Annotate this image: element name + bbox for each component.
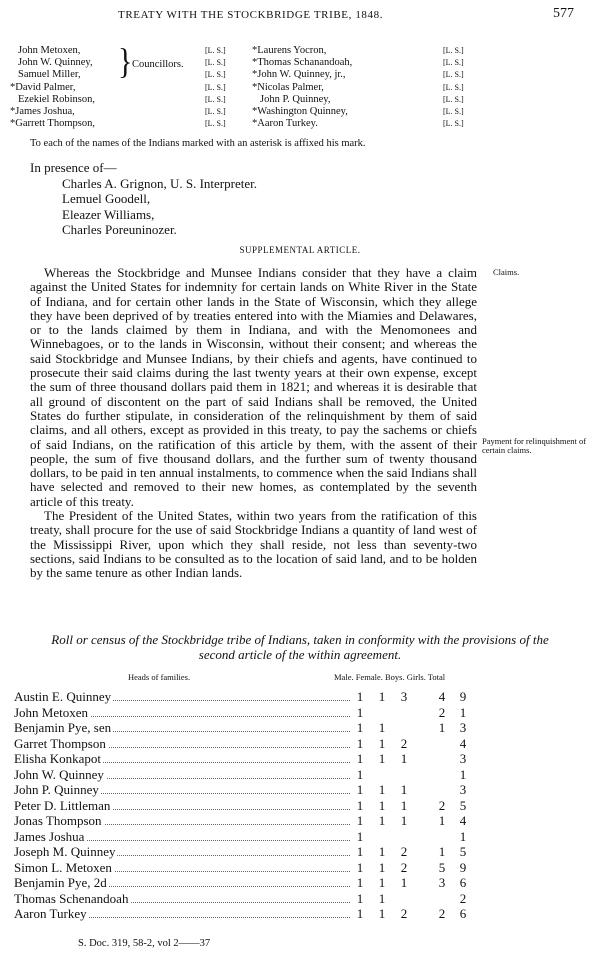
total-cell: 3 xyxy=(459,782,467,797)
witness-list xyxy=(30,176,257,238)
family-head-cell xyxy=(14,875,109,891)
male-cell: 1 xyxy=(356,704,364,720)
table-row xyxy=(14,751,494,767)
boys-cell: 2 xyxy=(400,859,408,875)
male-cell: 1 xyxy=(356,859,364,875)
signatory-name: *James Joshua, xyxy=(10,105,75,117)
family-head-name: Simon L. Metoxen xyxy=(14,859,112,875)
family-head-cell xyxy=(14,860,114,876)
male-cell: 1 xyxy=(356,766,364,782)
female-cell: 1 xyxy=(378,751,386,766)
boys-cell: 1 xyxy=(400,797,408,813)
female-cell: 1 xyxy=(378,782,386,797)
girls-cell: 1 xyxy=(438,813,446,828)
margin-note-payment: Payment for relinquishment of certain claims. xyxy=(482,436,587,455)
seal-mark: [L. S.] xyxy=(205,46,226,55)
seal-mark: [L. S.] xyxy=(205,106,226,116)
seal-mark: [L. S.] xyxy=(205,70,226,80)
female-cell: 1 xyxy=(378,813,386,828)
presence-intro: In presence of— xyxy=(30,160,117,175)
total-cell: 6 xyxy=(459,875,467,890)
family-head-name: Peter D. Littleman xyxy=(14,797,111,813)
councillors-brace: } xyxy=(118,41,133,82)
female-cell: 1 xyxy=(378,875,386,890)
page-number: 577 xyxy=(553,6,574,21)
family-head-name: John Metoxen xyxy=(14,704,89,720)
family-head-name: Benjamin Pye, sen xyxy=(14,720,112,735)
girls-cell: 2 xyxy=(438,797,446,813)
table-row xyxy=(14,829,494,845)
female-cell: 1 xyxy=(378,735,386,751)
witness-name: Lemuel Goodell, xyxy=(62,191,151,206)
male-cell: 1 xyxy=(356,813,364,828)
family-head-cell xyxy=(14,798,112,814)
seal-mark: [L. S.] xyxy=(443,70,464,80)
census-table xyxy=(14,689,494,922)
family-head-cell xyxy=(14,751,103,767)
female-cell: 1 xyxy=(378,720,386,735)
boys-cell: 3 xyxy=(400,689,408,704)
girls-cell: 2 xyxy=(438,906,446,921)
signatory-name: John P. Quinney, xyxy=(260,93,331,105)
total-cell: 9 xyxy=(459,859,467,875)
total-cell: 3 xyxy=(459,751,467,766)
witness-block xyxy=(30,160,257,238)
total-cell: 5 xyxy=(459,844,467,859)
male-cell: 1 xyxy=(356,720,364,735)
female-cell: 1 xyxy=(378,797,386,813)
total-cell: 4 xyxy=(459,813,467,828)
family-head-cell xyxy=(14,782,101,798)
table-row xyxy=(14,813,494,829)
table-row xyxy=(14,720,494,736)
girls-cell: 1 xyxy=(438,720,446,735)
table-row xyxy=(14,767,494,783)
seal-mark: [L. S.] xyxy=(205,58,226,68)
female-cell: 1 xyxy=(378,859,386,875)
signatory-name: *Garrett Thompson, xyxy=(10,118,95,130)
seal-mark: [L. S.] xyxy=(205,82,226,92)
girls-cell: 4 xyxy=(438,689,446,704)
girls-cell: 3 xyxy=(438,875,446,890)
family-head-name: John P. Quinney xyxy=(14,782,99,797)
signatory-name: John Metoxen, xyxy=(18,45,81,56)
signatory-name: *Washington Quinney, xyxy=(252,105,348,117)
signatory-name: Ezekiel Robinson, xyxy=(18,93,95,105)
signatory-name: *Aaron Turkey. xyxy=(252,118,318,130)
seal-mark: [L. S.] xyxy=(205,94,226,104)
family-head-cell xyxy=(14,736,108,752)
roll-title xyxy=(0,632,600,662)
signatory-name: *John W. Quinney, jr., xyxy=(252,69,346,81)
male-cell: 1 xyxy=(356,689,364,704)
table-row xyxy=(14,906,494,922)
total-cell: 2 xyxy=(459,890,467,906)
seal-mark: [L. S.] xyxy=(443,119,464,129)
family-head-cell xyxy=(14,829,86,845)
supplemental-heading: SUPPLEMENTAL ARTICLE. xyxy=(239,245,361,255)
signatory-name: *Nicolas Palmer, xyxy=(252,81,324,93)
witness-name: Eleazer Williams, xyxy=(62,206,155,222)
total-cell: 3 xyxy=(459,720,467,735)
girls-cell: 1 xyxy=(438,844,446,859)
male-cell: 1 xyxy=(356,735,364,751)
margin-note-claims: Claims. xyxy=(493,267,520,277)
family-head-name: Elisha Konkapot xyxy=(14,751,102,766)
seal-column-right xyxy=(443,45,473,130)
family-head-cell xyxy=(14,906,89,922)
family-head-cell xyxy=(14,891,130,907)
signatory-name: John W. Quinney, xyxy=(18,57,93,69)
signatory-name: Samuel Miller, xyxy=(18,69,81,81)
seal-mark: [L. S.] xyxy=(443,94,464,104)
total-cell: 5 xyxy=(459,797,467,813)
girls-cell: 5 xyxy=(438,859,446,875)
page-footer: S. Doc. 319, 58-2, vol 2——37 xyxy=(78,938,211,949)
male-cell: 1 xyxy=(356,890,364,906)
asterisk-note: To each of the names of the Indians marked with an asterisk is affixed his mark. xyxy=(30,138,366,149)
male-cell: 1 xyxy=(356,797,364,813)
family-head-cell xyxy=(14,813,104,829)
total-cell: 1 xyxy=(459,766,467,782)
boys-cell: 1 xyxy=(400,782,408,797)
right-signatories xyxy=(252,45,432,130)
family-head-name: Garret Thompson xyxy=(14,735,106,751)
male-cell: 1 xyxy=(356,782,364,797)
supplemental-text xyxy=(30,266,477,581)
male-cell: 1 xyxy=(356,844,364,859)
table-row xyxy=(14,860,494,876)
family-head-name: Joseph M. Quinney xyxy=(14,844,116,859)
family-head-cell xyxy=(14,844,117,860)
female-cell: 1 xyxy=(378,890,386,906)
male-cell: 1 xyxy=(356,751,364,766)
seal-mark: [L. S.] xyxy=(205,119,226,129)
total-cell: 6 xyxy=(459,906,467,921)
witness-name: Charles A. Grignon, U. S. Interpreter. xyxy=(62,175,257,191)
seal-mark: [L. S.] xyxy=(443,58,464,68)
female-cell: 1 xyxy=(378,906,386,921)
family-head-cell xyxy=(14,720,113,736)
seal-column-left xyxy=(205,45,235,130)
total-cell: 1 xyxy=(459,704,467,720)
left-signatories xyxy=(10,41,200,130)
family-head-cell xyxy=(14,767,106,783)
roll-title-text: Roll or census of the Stockbridge tribe of Indians, taken in conformity with the provisions of the second article of the within agreement. xyxy=(51,632,549,662)
paragraph: Whereas the Stockbridge and Munsee Indians consider that they have a claim against the United States for indemnity for certain lands on White River in the State of Indiana, and for certain other lands in the State of Wisconsin, which they allege they have been deprived of by treaties entered into with the Miamies and Delawares, or to the lands claimed by them in Indiana, and with the Menomonees and Winnebagoes, or to the lands in Wisconsin, without their consent; and whereas the said Stockbridge and Munsee Indians, by their chiefs and agents, have continued to prosecute their said claims during the last twenty years at their own expense, except the sum of three thousand dollars paid them in 1821; and whereas it is desirable that all ground of discontent on the part of said Indians shall be removed, the United States do further stipulate, in consideration of the relinquishment by them of said claims, and all others, except as provided in this treaty, to pay the sachems or chiefs of said Indians, on the ratification of this article by them, with the assent of their people, the sum of five thousand dollars, and the further sum of twenty thousand dollars, to be paid in ten annual instalments, to commence when the said Indians shall have selected and removed to their new homes, as contemplated by the seventh article of this treaty. xyxy=(30,265,477,509)
total-cell: 4 xyxy=(459,735,467,751)
table-row xyxy=(14,689,494,705)
heads-of-families-label: Heads of families. xyxy=(128,672,191,682)
female-cell: 1 xyxy=(378,844,386,859)
family-head-name: Jonas Thompson xyxy=(14,813,102,828)
boys-cell: 2 xyxy=(400,906,408,921)
witness-name: Charles Poreuninozer. xyxy=(62,222,177,237)
table-row xyxy=(14,705,494,721)
table-row xyxy=(14,736,494,752)
male-cell: 1 xyxy=(356,875,364,890)
column-labels: Male. Female. Boys. Girls. Total xyxy=(334,672,446,682)
seal-mark: [L. S.] xyxy=(443,82,464,92)
boys-cell: 1 xyxy=(400,751,408,766)
signatory-name: *David Palmer, xyxy=(10,81,76,93)
table-row xyxy=(14,875,494,891)
family-head-name: Aaron Turkey xyxy=(14,906,87,921)
signatory-name: *Thomas Schanandoah, xyxy=(252,57,353,69)
boys-cell: 1 xyxy=(400,875,408,890)
family-head-name: James Joshua xyxy=(14,828,85,844)
seal-mark: [L. S.] xyxy=(443,106,464,116)
table-row xyxy=(14,891,494,907)
family-head-name: Austin E. Quinney xyxy=(14,689,112,704)
male-cell: 1 xyxy=(356,906,364,921)
signatory-name: *Laurens Yocron, xyxy=(252,45,327,56)
family-head-name: Benjamin Pye, 2d xyxy=(14,875,107,890)
boys-cell: 1 xyxy=(400,813,408,828)
councillors-label: Councillors. xyxy=(132,59,184,70)
boys-cell: 2 xyxy=(400,735,408,751)
table-row xyxy=(14,844,494,860)
female-cell: 1 xyxy=(378,689,386,704)
running-title: TREATY WITH THE STOCKBRIDGE TRIBE, 1848. xyxy=(118,9,384,21)
total-cell: 9 xyxy=(459,689,467,704)
boys-cell: 2 xyxy=(400,844,408,859)
family-head-cell xyxy=(14,705,90,721)
family-head-name: John W. Quinney xyxy=(14,766,104,782)
family-head-cell xyxy=(14,689,113,705)
table-row xyxy=(14,798,494,814)
male-cell: 1 xyxy=(356,828,364,844)
page-header xyxy=(0,6,600,26)
girls-cell: 2 xyxy=(438,704,446,720)
table-row xyxy=(14,782,494,798)
paragraph: The President of the United States, within two years from the ratification of this treaty, shall procure for the use of said Stockbridge Indians a quantity of land west of the Mississippi River, upon which they shall reside, not less than seventy-two sections, said Indians to be consulted as to the location of said land, and to be holden by the same tenure as other Indian lands. xyxy=(30,508,477,581)
seal-mark: [L. S.] xyxy=(443,46,464,55)
total-cell: 1 xyxy=(459,828,467,844)
family-head-name: Thomas Schenandoah xyxy=(14,890,129,906)
